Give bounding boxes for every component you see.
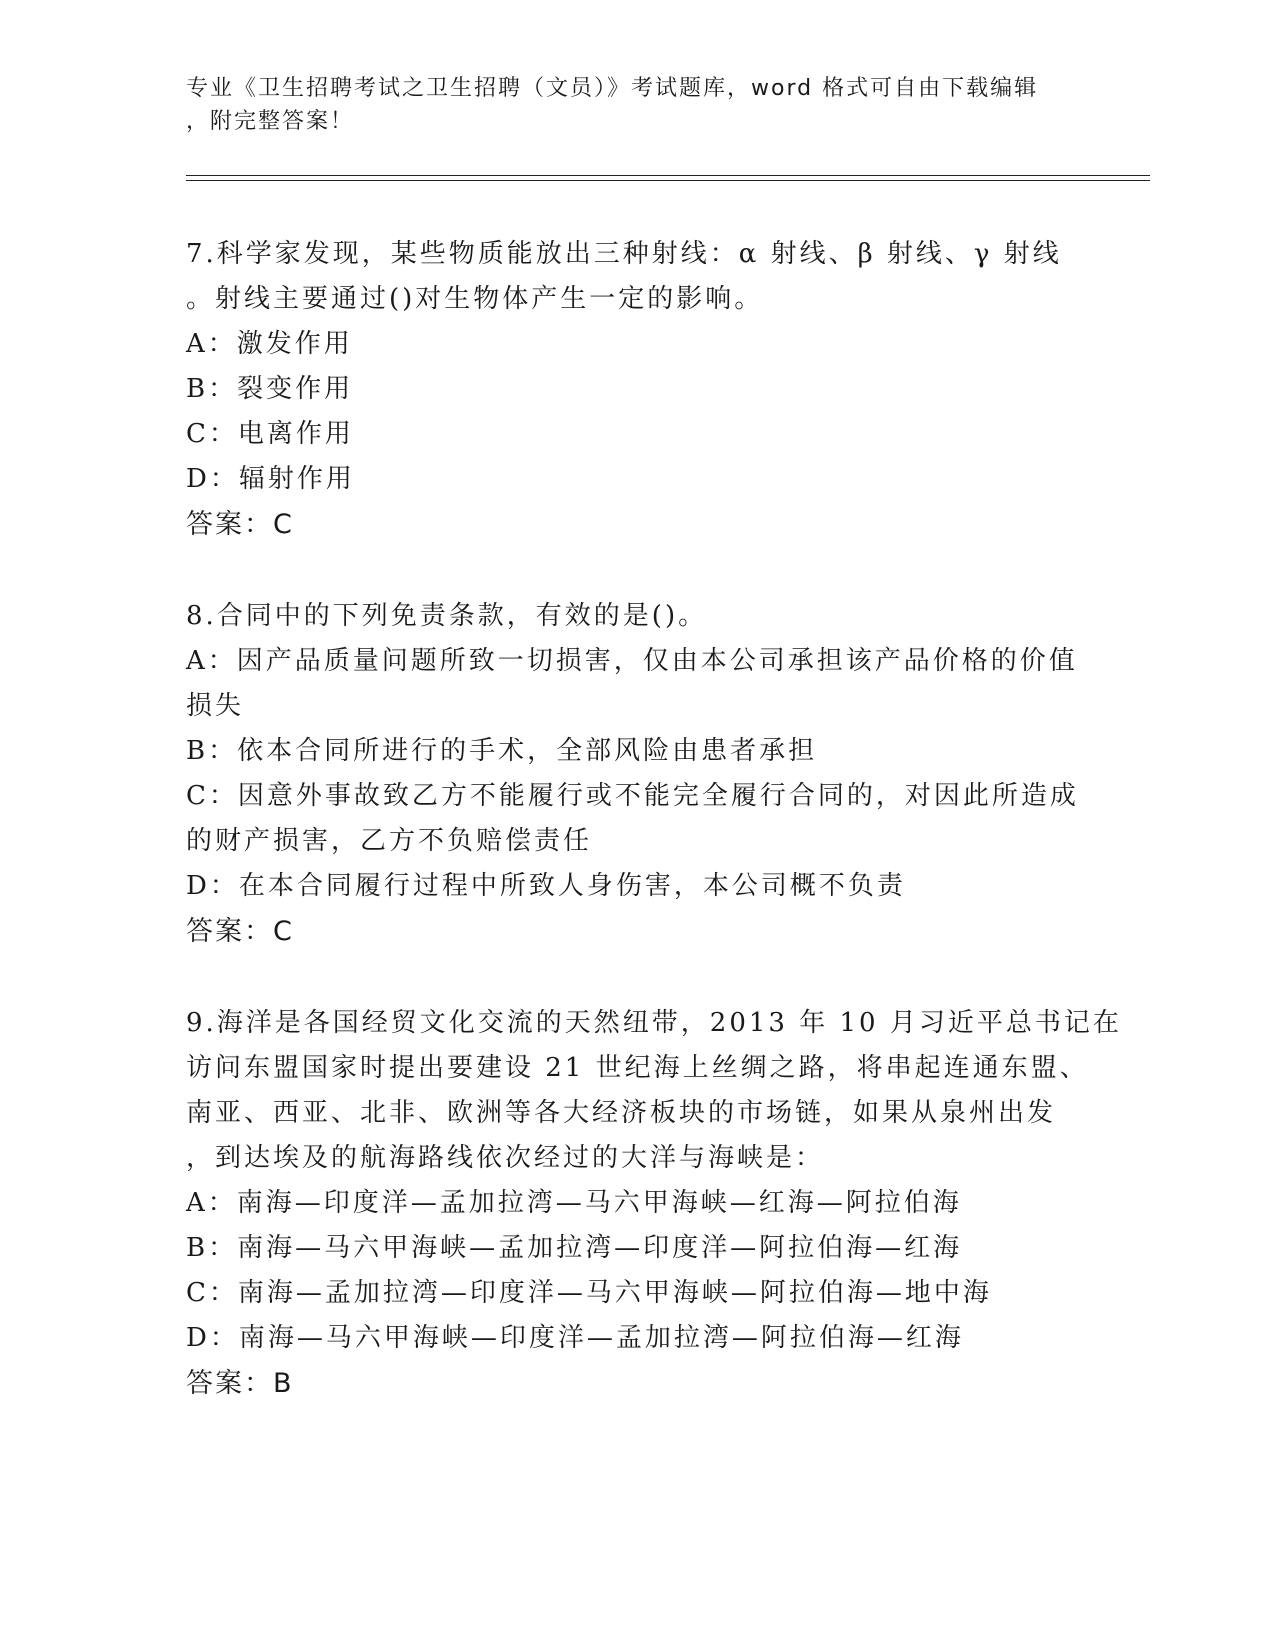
option-b: B：依本合同所进行的手术，全部风险由患者承担 xyxy=(186,736,818,766)
question-text-line: 。射线主要通过()对生物体产生一定的影响。 xyxy=(186,284,764,314)
option-c-continued: 的财产损害，乙方不负赔偿责任 xyxy=(186,826,593,856)
option-d: D：在本合同履行过程中所致人身伤害，本公司概不负责 xyxy=(186,871,906,901)
question-text-line: 南亚、西亚、北非、欧洲等各大经济板块的市场链，如果从泉州出发 xyxy=(186,1098,1057,1128)
option-d: D：南海—马六甲海峡—印度洋—孟加拉湾—阿拉伯海—红海 xyxy=(186,1323,964,1353)
option-d: D：辐射作用 xyxy=(186,464,355,494)
option-a: A：南海—印度洋—孟加拉湾—马六甲海峡—红海—阿拉伯海 xyxy=(186,1188,962,1218)
answer: 答案：C xyxy=(186,916,294,947)
option-a: A：激发作用 xyxy=(186,329,353,359)
option-b: B：裂变作用 xyxy=(186,374,354,404)
question-8 xyxy=(186,594,1086,954)
header-line-1: 专业《卫生招聘考试之卫生招聘（文员）》考试题库，word 格式可自由下载编辑 xyxy=(186,76,1039,101)
header-divider-bottom xyxy=(186,180,1150,181)
option-c: C：因意外事故致乙方不能履行或不能完全履行合同的，对因此所造成 xyxy=(186,781,1079,811)
question-9 xyxy=(186,1001,1122,1406)
answer: 答案：B xyxy=(186,1368,294,1399)
header-divider-top xyxy=(186,175,1150,176)
option-b: B：南海—马六甲海峡—孟加拉湾—印度洋—阿拉伯海—红海 xyxy=(186,1233,963,1263)
header-line-2: ，附完整答案！ xyxy=(186,109,355,134)
question-text-line: ，到达埃及的航海路线依次经过的大洋与海峡是： xyxy=(186,1143,825,1173)
option-c: C：电离作用 xyxy=(186,419,354,449)
question-list xyxy=(186,232,1122,1453)
question-text-line: 9.海洋是各国经贸文化交流的天然纽带，2013 年 10 月习近平总书记在 xyxy=(186,1008,1122,1038)
option-c: C：南海—孟加拉湾—印度洋—马六甲海峡—阿拉伯海—地中海 xyxy=(186,1278,992,1308)
option-a: A：因产品质量问题所致一切损害，仅由本公司承担该产品价格的价值 xyxy=(186,646,1078,676)
question-text-line: 7.科学家发现，某些物质能放出三种射线：α 射线、β 射线、γ 射线 xyxy=(186,239,1062,269)
question-7 xyxy=(186,232,1086,547)
document-header xyxy=(186,72,1076,138)
answer: 答案：C xyxy=(186,509,294,540)
option-a-continued: 损失 xyxy=(186,691,245,721)
question-text-line: 8.合同中的下列免责条款，有效的是()。 xyxy=(186,601,708,631)
question-text-line: 访问东盟国家时提出要建设 21 世纪海上丝绸之路，将串起连通东盟、 xyxy=(186,1053,1089,1083)
